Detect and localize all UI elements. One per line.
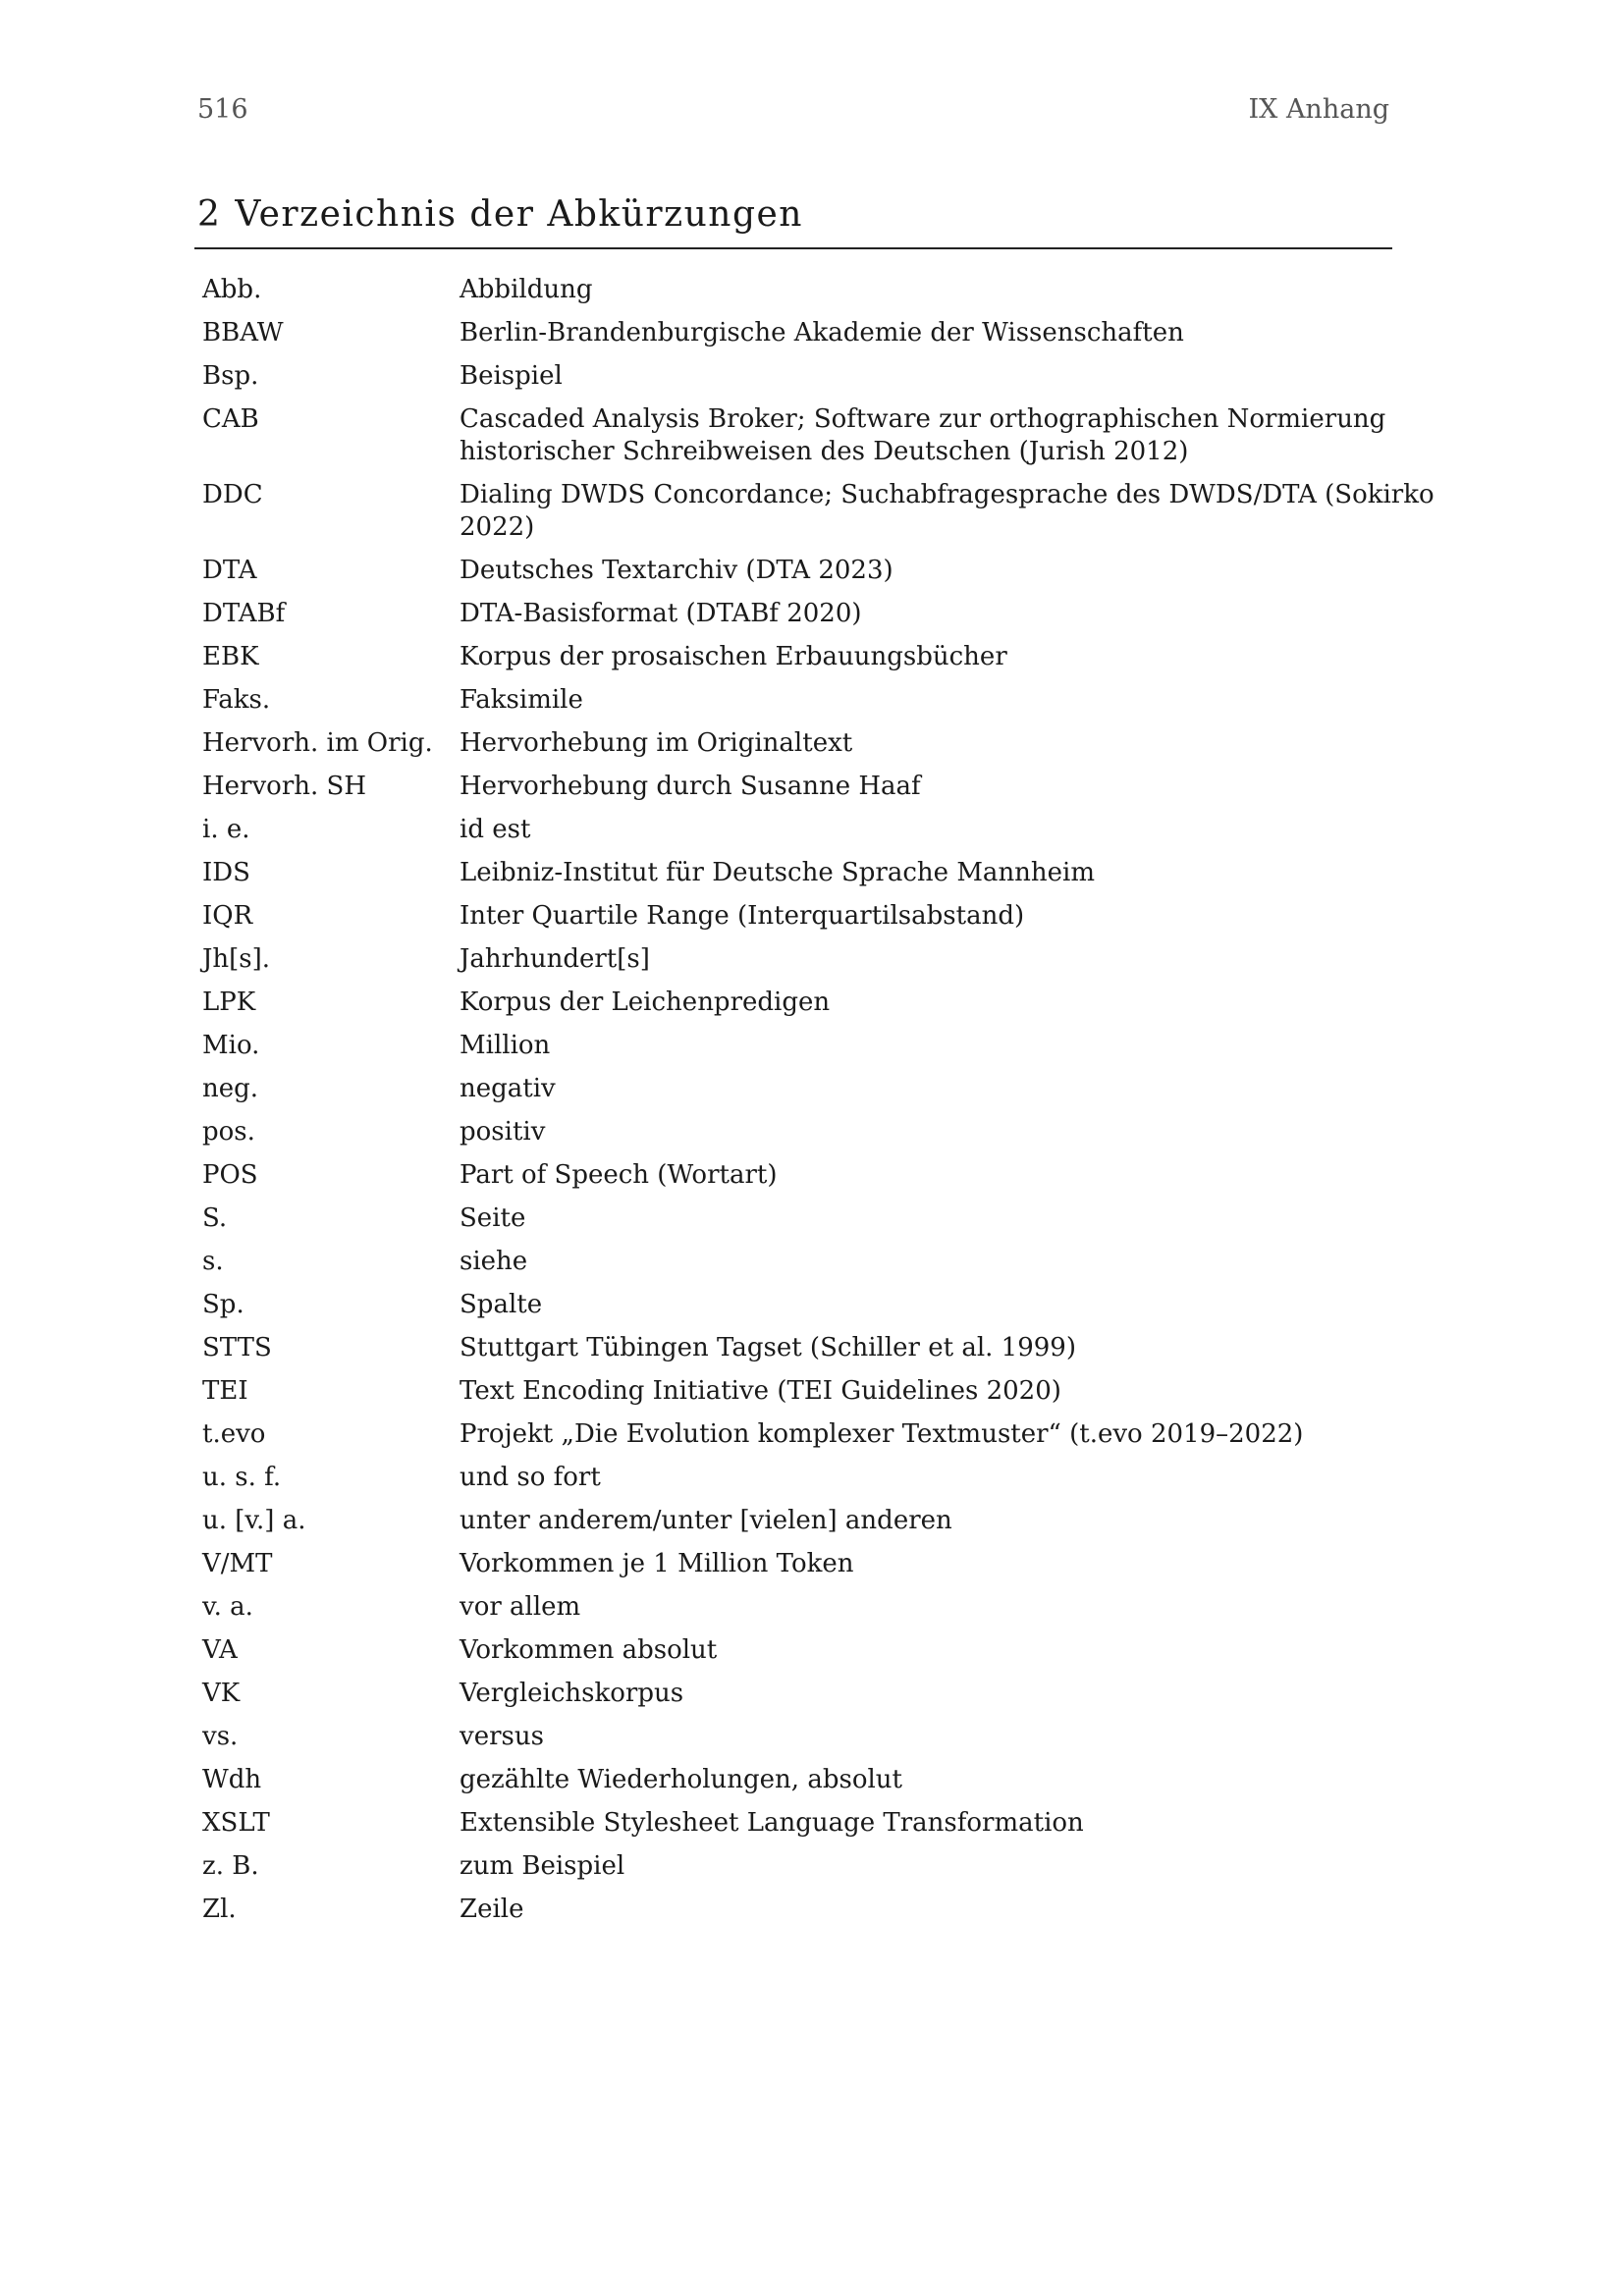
abbreviation-row [202, 1717, 1479, 1760]
abbreviation-list [202, 270, 1479, 1933]
abbreviation-row [202, 723, 1479, 767]
abbreviation-term: S. [202, 1203, 228, 1233]
page-number: 516 [197, 94, 248, 125]
abbreviation-definition: negativ [460, 1074, 556, 1103]
abbreviation-term: Mio. [202, 1031, 260, 1060]
abbreviation-term: Sp. [202, 1290, 244, 1319]
abbreviation-definition: Text Encoding Initiative (TEI Guidelines 2020) [460, 1376, 1061, 1406]
abbreviation-row [202, 313, 1479, 356]
abbreviation-term: IDS [202, 858, 250, 887]
abbreviation-row [202, 1846, 1479, 1890]
abbreviation-row [202, 853, 1479, 896]
abbreviation-term: V/MT [202, 1549, 273, 1578]
abbreviation-term: STTS [202, 1333, 272, 1362]
section-title [197, 194, 1392, 245]
abbreviation-term: IQR [202, 901, 253, 931]
abbreviation-term: DTA [202, 556, 257, 585]
abbreviation-term: pos. [202, 1117, 255, 1147]
abbreviation-term: Hervorh. im Orig. [202, 728, 433, 758]
abbreviation-row [202, 1544, 1479, 1587]
abbreviation-definition: Inter Quartile Range (Interquartilsabstand) [460, 901, 1025, 931]
abbreviation-term: t.evo [202, 1419, 266, 1449]
abbreviation-definition: Extensible Stylesheet Language Transformation [460, 1808, 1084, 1838]
abbreviation-definition: Beispiel [460, 361, 563, 391]
section-title-text: Verzeichnis der Abkürzungen [235, 194, 803, 235]
abbreviation-definition: Seite [460, 1203, 526, 1233]
abbreviation-row [202, 1242, 1479, 1285]
abbreviation-definition: DTA-Basisformat (DTABf 2020) [460, 599, 862, 628]
abbreviation-definition: Berlin-Brandenburgische Akademie der Wissenschaften [460, 318, 1184, 347]
abbreviation-term: vs. [202, 1722, 239, 1751]
abbreviation-term: EBK [202, 642, 259, 671]
abbreviation-term: POS [202, 1160, 258, 1190]
abbreviation-row [202, 594, 1479, 637]
abbreviation-row [202, 1674, 1479, 1717]
abbreviation-definition: versus [460, 1722, 544, 1751]
title-rule [194, 247, 1392, 249]
abbreviation-row [202, 1285, 1479, 1328]
abbreviation-term: u. s. f. [202, 1463, 282, 1492]
abbreviation-definition: Vorkommen je 1 Million Token [460, 1549, 854, 1578]
abbreviation-row [202, 810, 1479, 853]
abbreviation-term: Abb. [202, 275, 262, 304]
abbreviation-definition: Deutsches Textarchiv (DTA 2023) [460, 556, 893, 585]
abbreviation-row [202, 1026, 1479, 1069]
abbreviation-row [202, 1371, 1479, 1415]
abbreviation-definition: Cascaded Analysis Broker; Software zur orthographischen Normierung historischer Schreibweisen des Deutschen (Jurish 2012) [460, 404, 1386, 466]
abbreviation-definition: Vorkommen absolut [460, 1635, 718, 1665]
abbreviation-definition: Million [460, 1031, 551, 1060]
abbreviation-definition: Jahrhundert[s] [460, 944, 650, 974]
abbreviation-definition: vor allem [460, 1592, 581, 1622]
abbreviation-row [202, 1587, 1479, 1630]
abbreviation-row [202, 637, 1479, 680]
abbreviation-row [202, 1458, 1479, 1501]
abbreviation-term: Faks. [202, 685, 271, 715]
abbreviation-row [202, 270, 1479, 313]
abbreviation-definition: Leibniz-Institut für Deutsche Sprache Mannheim [460, 858, 1096, 887]
abbreviation-row [202, 551, 1479, 594]
abbreviation-term: BBAW [202, 318, 284, 347]
abbreviation-row [202, 1328, 1479, 1371]
abbreviation-term: Bsp. [202, 361, 259, 391]
abbreviation-row [202, 939, 1479, 983]
abbreviation-term: neg. [202, 1074, 259, 1103]
abbreviation-definition: Spalte [460, 1290, 543, 1319]
abbreviation-definition: und so fort [460, 1463, 601, 1492]
abbreviation-row [202, 1501, 1479, 1544]
abbreviation-row [202, 1760, 1479, 1803]
abbreviation-row [202, 1630, 1479, 1674]
abbreviation-definition: Korpus der prosaischen Erbauungsbücher [460, 642, 1007, 671]
abbreviation-term: Hervorh. SH [202, 772, 367, 801]
abbreviation-term: v. a. [202, 1592, 253, 1622]
abbreviation-definition: unter anderem/unter [vielen] anderen [460, 1506, 952, 1535]
section-number: 2 [197, 194, 222, 235]
page-header [197, 94, 1389, 133]
abbreviation-term: XSLT [202, 1808, 270, 1838]
abbreviation-row [202, 1155, 1479, 1199]
abbreviation-row [202, 983, 1479, 1026]
abbreviation-row [202, 400, 1479, 475]
abbreviation-definition: Abbildung [460, 275, 593, 304]
abbreviation-term: VK [202, 1679, 241, 1708]
abbreviation-row [202, 896, 1479, 939]
abbreviation-term: Zl. [202, 1895, 237, 1924]
abbreviation-definition: Part of Speech (Wortart) [460, 1160, 778, 1190]
abbreviation-term: u. [v.] a. [202, 1506, 306, 1535]
abbreviation-definition: Faksimile [460, 685, 583, 715]
abbreviation-term: Wdh [202, 1765, 262, 1794]
abbreviation-term: TEI [202, 1376, 248, 1406]
abbreviation-term: z. B. [202, 1851, 259, 1881]
abbreviation-row [202, 767, 1479, 810]
abbreviation-term: DTABf [202, 599, 286, 628]
abbreviation-term: Jh[s]. [202, 944, 271, 974]
abbreviation-row [202, 680, 1479, 723]
abbreviation-definition: siehe [460, 1247, 528, 1276]
abbreviation-term: LPK [202, 988, 256, 1017]
abbreviation-definition: Zeile [460, 1895, 524, 1924]
abbreviation-definition: positiv [460, 1117, 546, 1147]
abbreviation-definition: Hervorhebung im Originaltext [460, 728, 853, 758]
abbreviation-definition: Korpus der Leichenpredigen [460, 988, 831, 1017]
abbreviation-definition: Stuttgart Tübingen Tagset (Schiller et al. 1999) [460, 1333, 1076, 1362]
abbreviation-row [202, 475, 1479, 551]
abbreviation-definition: id est [460, 815, 531, 844]
abbreviation-row [202, 1890, 1479, 1933]
abbreviation-definition: Dialing DWDS Concordance; Suchabfragesprache des DWDS/DTA (Sokirko 2022) [460, 480, 1435, 542]
abbreviation-row [202, 1415, 1479, 1458]
abbreviation-row [202, 1803, 1479, 1846]
abbreviation-term: CAB [202, 404, 259, 434]
abbreviation-definition: zum Beispiel [460, 1851, 625, 1881]
abbreviation-definition: Projekt „Die Evolution komplexer Textmuster“ (t.evo 2019–2022) [460, 1419, 1304, 1449]
abbreviation-row [202, 1069, 1479, 1112]
abbreviation-definition: gezählte Wiederholungen, absolut [460, 1765, 902, 1794]
abbreviation-term: i. e. [202, 815, 250, 844]
abbreviation-row [202, 356, 1479, 400]
abbreviation-term: VA [202, 1635, 238, 1665]
abbreviation-term: DDC [202, 480, 263, 509]
abbreviation-row [202, 1199, 1479, 1242]
running-head: IX Anhang [1248, 94, 1389, 125]
abbreviation-definition: Hervorhebung durch Susanne Haaf [460, 772, 921, 801]
abbreviation-term: s. [202, 1247, 224, 1276]
abbreviation-row [202, 1112, 1479, 1155]
abbreviation-definition: Vergleichskorpus [460, 1679, 684, 1708]
